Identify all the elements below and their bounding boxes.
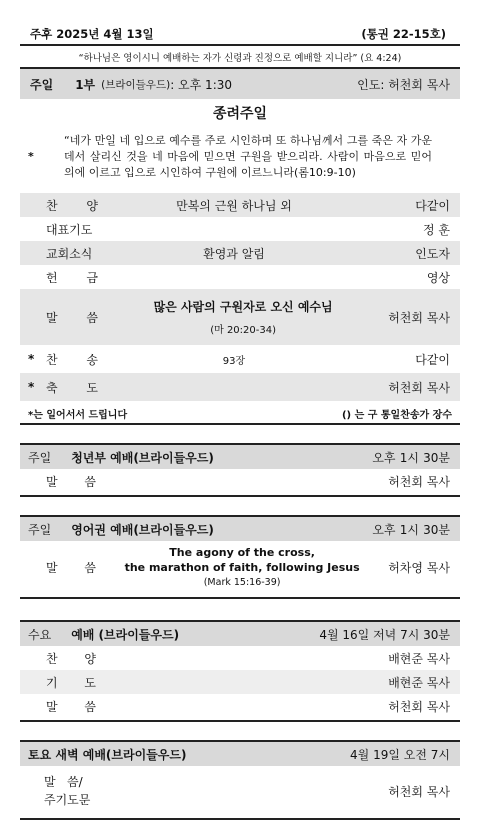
order-person: 정 훈 [423,222,450,237]
order-person: 영상 [426,270,450,285]
wednesday-order [20,646,460,718]
sermon-reference: (마 20:20-34) [210,325,276,336]
order-title: 만복의 근원 하나님 외 [176,198,292,213]
service-day: 주일 [28,522,52,537]
issue-number: (통권 22-15호) [361,27,446,41]
footnote [20,401,460,425]
service-title: 영어권 예배(브라이들우드) [71,522,214,537]
sermon-reference: (Mark 15:16-39) [203,576,281,588]
sermon-speaker: 허차영 목사 [388,560,450,575]
saturday-service-block [20,740,460,820]
order-person: 인도자 [415,246,450,261]
standing-mark: * [28,352,35,366]
sermon-label: 말 씀/ 주기도문 [44,775,91,807]
order-row [20,670,460,694]
main-service-header [20,69,460,99]
sermon-label: 말 씀 [46,310,98,325]
order-label: 헌 금 [46,270,98,285]
sermon-label: 말 씀 [46,560,96,575]
bulletin-date: 주후 2025년 4월 13일 [30,27,154,41]
sermon-title-line1: The agony of the cross, [169,545,315,559]
hymn-label: 찬 송 [46,352,98,367]
english-service-block [20,515,460,599]
bulletin-header [30,26,446,42]
english-service-header [20,517,460,541]
service-time: 4월 16일 저녁 7시 30분 [319,627,450,642]
sermon-speaker: 허천회 목사 [388,310,450,325]
saturday-service-header [20,742,460,766]
service-day: 주일 [28,450,52,465]
service-time: 오후 1시 30분 [372,522,450,537]
service-title: 예배 (브라이들우드) [71,627,180,642]
footnote-hymnal: () 는 구 통일찬송가 장수 [341,409,452,421]
order-label: 찬 양 [46,651,96,666]
sermon-label: 말 씀 [46,474,96,489]
youth-service-block [20,443,460,497]
order-row [20,217,460,241]
saturday-sermon-row [20,766,460,816]
hymn-number: 93장 [222,355,246,367]
order-person: 배현준 목사 [388,675,450,690]
theme-verse [20,44,460,68]
standing-mark: * [28,380,35,394]
service-time: 오후 1시 30분 [372,450,450,465]
order-of-worship [20,193,460,289]
hymn-leader: 다같이 [415,352,450,367]
hymn-row [20,345,460,373]
benediction-label: 축 도 [46,380,98,395]
order-person: 허천회 목사 [388,699,450,714]
sermon-title-line2: the marathon of faith, following Jesus [124,560,360,574]
order-row [20,694,460,718]
service-day: 수요 [28,627,52,642]
scripture-text: “네가 만일 네 입으로 예수를 주로 시인하며 또 하나님께서 그를 죽은 자 가운데서 살리신 것을 네 마음에 믿으면 구원을 받으리라. 사람이 마음으로 믿어 의에 이르고 입으로 시인하여 구원에 이르느니라(롬10:9-10) [64,134,432,179]
service-part: 1부 [75,77,96,92]
wednesday-service-block [20,620,460,722]
main-service-block [20,67,460,425]
order-title: 환영과 알림 [203,246,265,261]
order-row [20,193,460,217]
service-day: 주일 [30,77,54,92]
standing-mark: * [28,150,34,163]
order-row [20,646,460,670]
order-label: 기 도 [46,675,96,690]
theme-verse-text: “하나님은 영이시니 예배하는 자가 신령과 진정으로 예배할 지니라” (요 4:24) [78,53,402,64]
sermon-row [20,289,460,345]
youth-service-header [20,445,460,469]
english-sermon-row [20,541,460,593]
wednesday-service-header [20,622,460,646]
order-label: 말 씀 [46,699,96,714]
service-title: 토요 새벽 예배(브라이들우드) [28,747,187,762]
sermon-speaker: 허천회 목사 [388,474,450,489]
sunday-name: 종려주일 [212,106,268,122]
order-person: 배현준 목사 [388,651,450,666]
service-venue: (브라이들우드) [101,78,171,91]
order-label: 교회소식 [46,246,93,261]
service-leader: 인도: 허천회 목사 [357,77,450,92]
order-row [20,241,460,265]
order-row [20,265,460,289]
footnote-standing: *는 일어서서 드립니다 [28,409,128,421]
sermon-speaker: 허천회 목사 [388,784,450,799]
sermon-title: 많은 사람의 구원자로 오신 예수님 [153,300,333,314]
scripture-reading [20,133,460,193]
youth-sermon-row [20,469,460,493]
benediction-row [20,373,460,401]
service-time: 4월 19일 오전 7시 [350,747,450,762]
sermon-info [96,545,388,590]
order-label: 대표기도 [46,222,93,237]
service-title: 청년부 예배(브라이들우드) [71,450,214,465]
service-time: : 오후 1:30 [170,77,233,92]
benediction-speaker: 허천회 목사 [388,380,450,395]
sermon-info [98,298,388,336]
order-label: 찬 양 [46,198,98,213]
order-person: 다같이 [415,198,450,213]
